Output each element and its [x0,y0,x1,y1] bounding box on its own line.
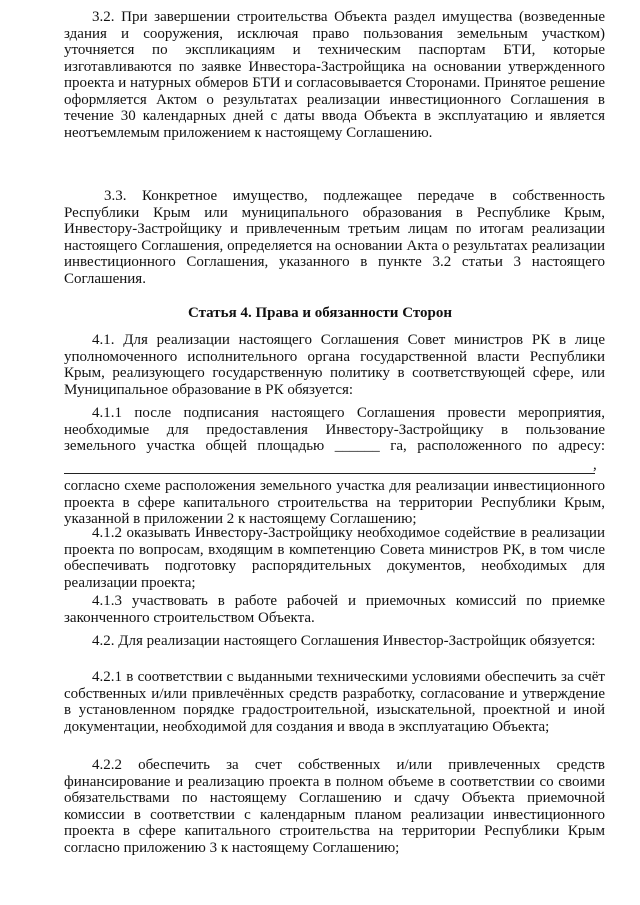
paragraph-4-1-1-continuation: согласно схеме расположения земельного участка для реализации инвестиционного проекта в сфере капитального строительства на территории Республики Крым, указанной в приложении 2 к настоящему Соглашению; [64,478,605,527]
paragraph-4-2-2: 4.2.2 обеспечить за счет собственных и/или привлеченных средств финансирование и реализацию проекта в полном объеме в соответствии со своими обязательствами по настоящему Соглашению и сдачу Объекта приемочной комиссии в соответствии с календарным планом реализации инвестиционного проекта в сфере капитального строительства на территории Республики Крым согласно приложению 3 к настоящему Соглашению; [64,757,605,856]
article-4-heading: Статья 4. Права и обязанности Сторон [188,305,452,321]
paragraph-4-2-1: 4.2.1 в соответствии с выданными техническими условиями обеспечить за счёт собственных и/или привлечённых средств разработку, согласование и утверждение в установленном порядке градостроительной, изыскательной, проектной и иной документации, необходимой для создания и ввода в эксплуатацию Объекта; [64,669,605,735]
paragraph-4-1-3: 4.1.3 участвовать в работе рабочей и приемочных комиссий по приемке законченного строительством Объекта. [64,593,605,626]
paragraph-4-1-1: 4.1.1 после подписания настоящего Соглашения провести мероприятия, необходимые для предоставления Инвестору-Застройщику в пользование земельного участка общей площадью ______ га, расположенного по адресу: [64,405,605,454]
paragraph-4-1: 4.1. Для реализации настоящего Соглашения Совет министров РК в лице уполномоченного исполнительного органа государственной власти Республики Крым, реализующего государственную политику в соответствующей сфере, или Муниципальное образование в РК обязуется: [64,332,605,398]
paragraph-3-3: 3.3. Конкретное имущество, подлежащее передаче в собственность Республики Крым или муниципального образования в Республике Крым, Инвестору-Застройщику и привлеченным третьим лицам по итогам реализации настоящего Соглашения, определяется на основании Акта о результатах реализации инвестиционного Соглашения, указанного в пункте 3.2 статьи 3 настоящего Соглашения. [64,188,605,287]
paragraph-4-2: 4.2. Для реализации настоящего Соглашения Инвестор-Застройщик обязуется: [92,633,596,649]
address-blank-line [64,473,595,474]
paragraph-3-2: 3.2. При завершении строительства Объекта раздел имущества (возведенные здания и сооружения, исключая право пользования земельным участком) уточняется по экспликациям и техническим паспортам БТИ, которые изготавливаются по заявке Инвестора-Застройщика на основании утвержденного проекта и натурных обмеров БТИ и согласовывается Сторонами. Принятое решение оформляется Актом о результатах реализации инвестиционного Соглашения в течение 30 календарных дней с даты ввода Объекта в эксплуатацию и является неотъемлемым приложением к настоящему Соглашению. [64,9,605,141]
paragraph-4-1-2: 4.1.2 оказывать Инвестору-Застройщику необходимое содействие в реализации проекта по вопросам, входящим в компетенцию Совета министров РК, в том числе обеспечивать подготовку распорядительных документов, необходимых для реализации проекта; [64,525,605,591]
address-blank-comma: , [593,457,597,473]
